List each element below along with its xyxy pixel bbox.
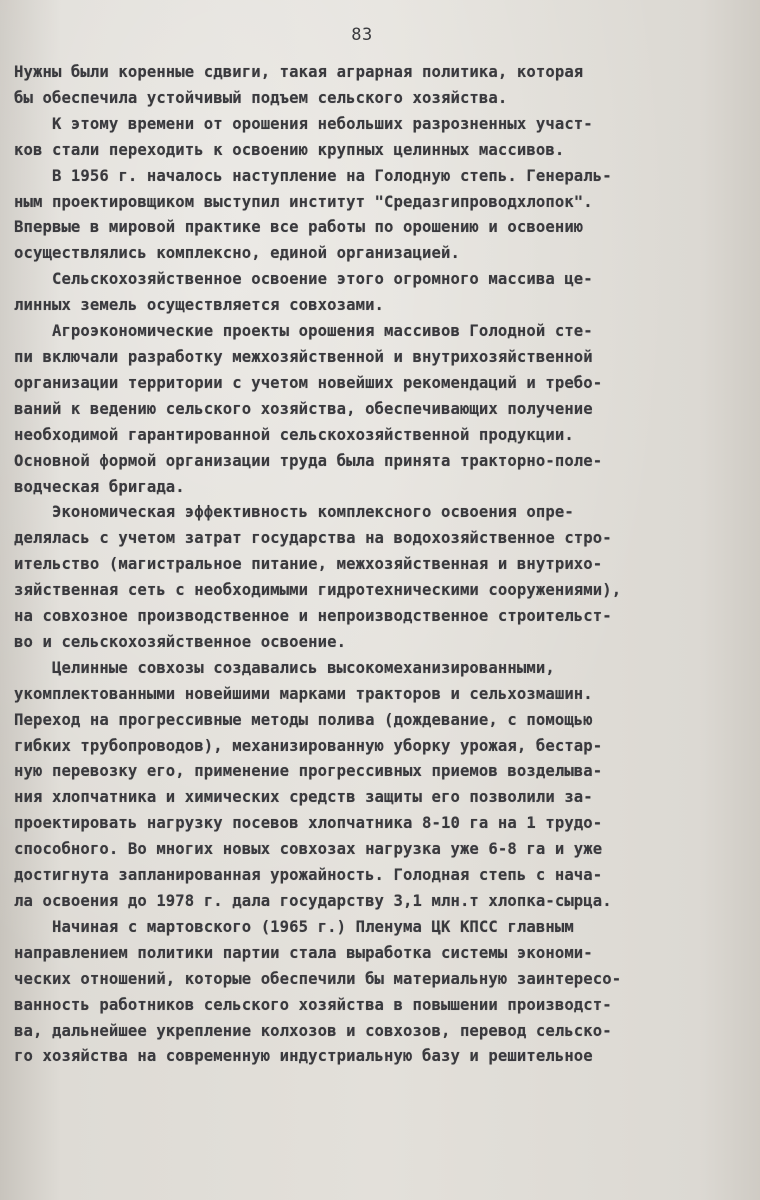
text-line: необходимой гарантированной сельскохозяйственной продукции. (14, 425, 574, 444)
text-line: ительство (магистральное питание, межхозяйственная и внутрихо- (14, 555, 603, 574)
text-line: ванность работников сельского хозяйства в повышении производст- (14, 995, 612, 1014)
text-line: Начиная с мартовского (1965 г.) Пленума ЦК КПСС главным (14, 917, 574, 936)
text-line: бы обеспечила устойчивый подъем сельского хозяйства. (14, 88, 508, 107)
text-line: осуществлялись комплексно, единой организацией. (14, 244, 460, 263)
text-line: гибких трубопроводов), механизированную уборку урожая, бестар- (14, 736, 603, 755)
text-line: достигнута запланированная урожайность. Голодная степь с нача- (14, 866, 603, 885)
text-line: ния хлопчатника и химических средств защиты его позволили за- (14, 788, 593, 807)
text-line: Впервые в мировой практике все работы по орошению и освоению (14, 218, 584, 237)
text-line: проектировать нагрузку посевов хлопчатника 8-10 га на 1 трудо- (14, 814, 603, 833)
text-line: ную перевозку его, применение прогрессивных приемов возделыва- (14, 762, 603, 781)
text-line: пи включали разработку межхозяйственной и внутрихозяйственной (14, 347, 593, 366)
text-line: Целинные совхозы создавались высокомеханизированными, (14, 658, 555, 677)
text-line: направлением политики партии стала выработка системы экономи- (14, 943, 593, 962)
text-line: Экономическая эффективность комплексного освоения опре- (14, 503, 574, 522)
text-line: ла освоения до 1978 г. дала государству 3,1 млн.т хлопка-сырца. (14, 892, 612, 910)
text-line: делялась с учетом затрат государства на водохозяйственное стро- (14, 529, 612, 548)
text-line: Нужны были коренные сдвиги, такая аграрная политика, которая (14, 63, 584, 81)
text-line: К этому времени от орошения небольших разрозненных участ- (14, 114, 593, 133)
text-line: ваний к ведению сельского хозяйства, обеспечивающих получение (14, 399, 593, 418)
text-line: линных земель осуществляется совхозами. (14, 296, 385, 315)
text-line: ным проектировщиком выступил институт "Средазгипроводхлопок". (14, 192, 593, 211)
text-line: зяйственная сеть с необходимыми гидротехническими сооружениями), (14, 581, 622, 600)
text-line: Переход на прогрессивные методы полива (дождевание, с помощью (14, 710, 593, 729)
text-line: ков стали переходить к освоению крупных целинных массивов. (14, 140, 565, 159)
text-line: организации территории с учетом новейших рекомендаций и требо- (14, 373, 603, 392)
text-line: способного. Во многих новых совхозах нагрузка уже 6-8 га и уже (14, 840, 603, 859)
text-line: ческих отношений, которые обеспечили бы материальную заинтересо- (14, 969, 622, 988)
page-number: 83 (351, 25, 373, 45)
text-line: укомплектованными новейшими марками тракторов и сельхозмашин. (14, 684, 593, 703)
text-line: Основной формой организации труда была принята тракторно-поле- (14, 451, 603, 470)
text-line: Сельскохозяйственное освоение этого огромного массива це- (14, 270, 593, 289)
text-line: на совхозное производственное и непроизводственное строительст- (14, 607, 612, 626)
text-line: во и сельскохозяйственное освоение. (14, 632, 347, 651)
text-line: Агроэкономические проекты орошения массивов Голодной сте- (14, 322, 593, 341)
text-line: водческая бригада. (14, 477, 185, 496)
text-line: ва, дальнейшее укрепление колхозов и совхозов, перевод сельско- (14, 1021, 612, 1040)
text-line: В 1956 г. началось наступление на Голодную степь. Генераль- (14, 166, 612, 185)
text-body (14, 60, 690, 1070)
text-line: го хозяйства на современную индустриальную базу и решительное (14, 1047, 593, 1066)
